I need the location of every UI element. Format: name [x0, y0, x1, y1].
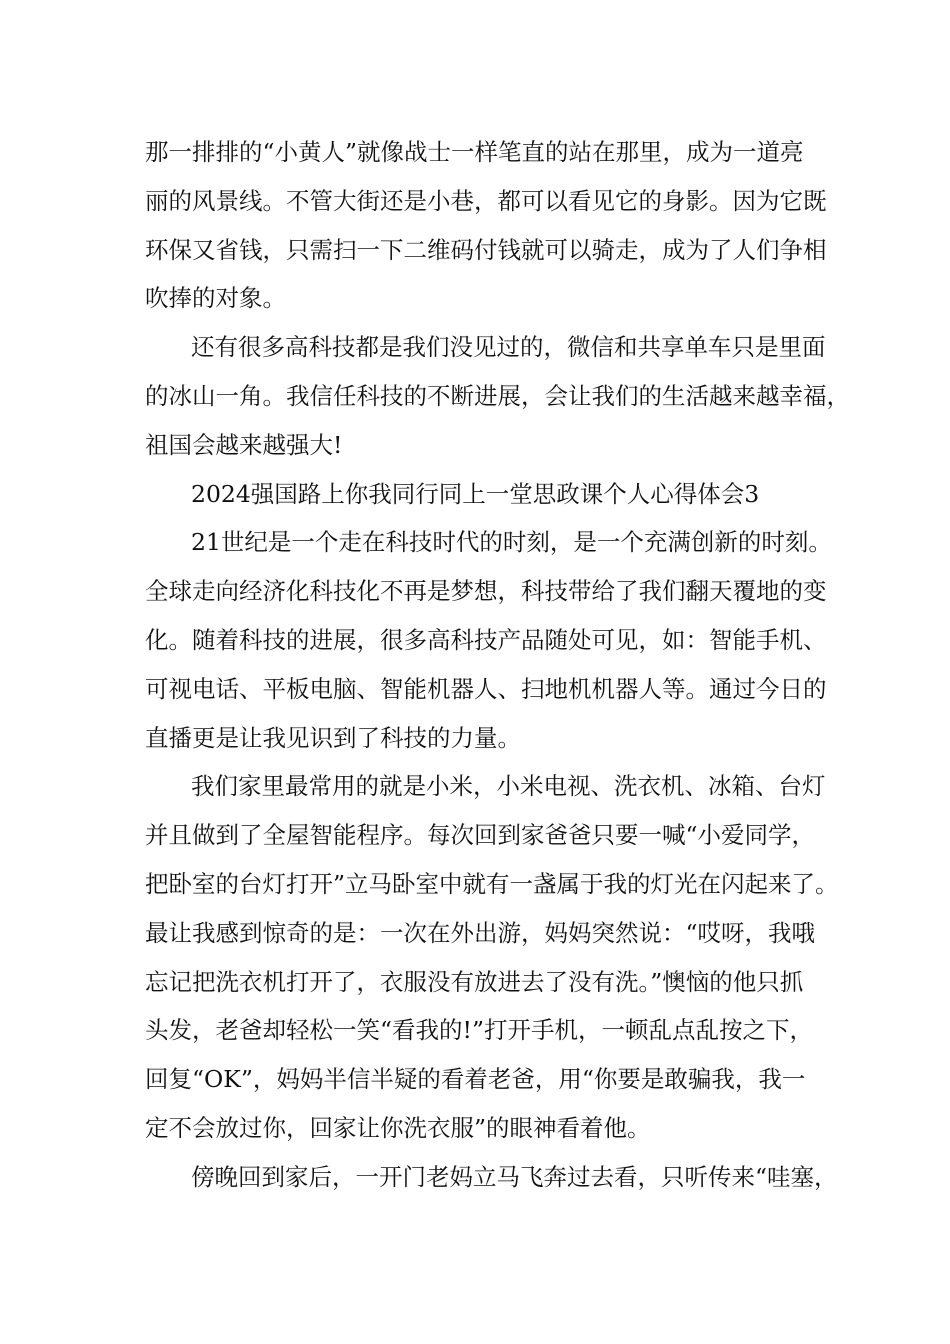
text-line: 那一排排的“小黄人”就像战士一样笔直的站在那里，成为一道亮: [145, 138, 804, 166]
text-line: 可视电话、平板电脑、智能机器人、扫地机机器人等。通过今日的: [145, 674, 827, 703]
text-line: 丽的风景线。不管大街还是小巷，都可以看见它的身影。因为它既: [145, 186, 827, 215]
text-line: 头发，老爸却轻松一笑“看我的!”打开手机，一顿乱点乱按之下，: [145, 1016, 813, 1045]
text-line: 化。随着科技的进展，很多高科技产品随处可见，如：智能手机、: [145, 625, 827, 654]
document-body: [145, 128, 850, 1202]
text-line: 吹捧的对象。: [145, 284, 286, 313]
text-line: 最让我感到惊奇的是：一次在外出游，妈妈突然说：“哎呀，我哦: [145, 918, 816, 947]
text-line: 回复“OK”，妈妈半信半疑的看着老爸，用“你要是敢骗我，我一: [145, 1065, 806, 1094]
text-line: 傍晚回到家后，一开门老妈立马飞奔过去看，只听传来“哇塞，: [191, 1162, 838, 1191]
text-line: 21世纪是一个走在科技时代的时刻，是一个充满创新的时刻。: [191, 528, 832, 557]
paragraph: [145, 762, 839, 1152]
text-line: 的冰山一角。我信任科技的不断进展，会让我们的生活越来越幸福，: [145, 381, 850, 410]
paragraph: [145, 518, 835, 762]
text-line: 全球走向经济化科技化不再是梦想，科技带给了我们翻天覆地的变: [145, 577, 827, 606]
text-line: 定不会放过你，回家让你洗衣服”的眼神看着他。: [145, 1113, 651, 1142]
text-line: 环保又省钱，只需扫一下二维码付钱就可以骑走，成为了人们争相: [145, 235, 827, 264]
text-line: 忘记把洗衣机打开了，衣服没有放进去了没有洗。”懊恼的他只抓: [145, 967, 804, 996]
text-line: 直播更是让我见识到了科技的力量。: [145, 723, 521, 752]
text-line: 我们家里最常用的就是小米，小米电视、洗衣机、冰箱、台灯: [191, 772, 826, 801]
paragraph: [145, 128, 835, 323]
text-line: 2024强国路上你我同行同上一堂思政课个人心得体会3: [191, 479, 760, 508]
paragraph: [145, 323, 850, 469]
text-line: 还有很多高科技都是我们没见过的，微信和共享单车只是里面: [191, 333, 826, 362]
text-line: 祖国会越来越强大!: [145, 430, 343, 459]
paragraph: [145, 470, 835, 519]
text-line: 并且做到了全屋智能程序。每次回到家爸爸只要一喊“小爱同学，: [145, 821, 816, 850]
paragraph: [145, 1153, 838, 1202]
text-line: 把卧室的台灯打开”立马卧室中就有一盏属于我的灯光在闪起来了。: [145, 869, 839, 898]
